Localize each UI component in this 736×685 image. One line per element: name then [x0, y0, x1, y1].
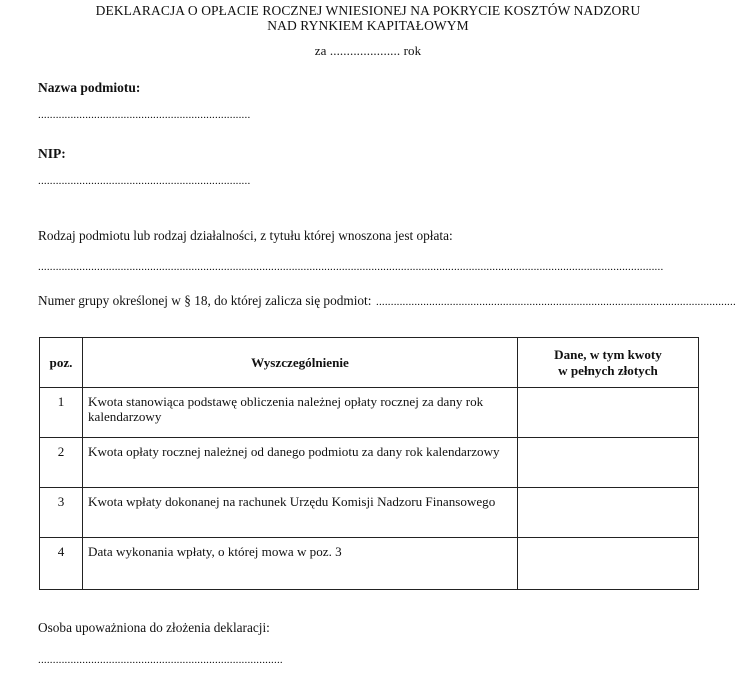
row-description: Kwota stanowiąca podstawę obliczenia należnej opłaty rocznej za dany rok kalendarzowy: [83, 388, 518, 438]
row-value-cell[interactable]: [518, 388, 699, 438]
group-number-field[interactable]: ..........................................................................................................................: [376, 296, 736, 308]
document-title-line2: NAD RYNKIEM KAPITAŁOWYM: [267, 18, 469, 33]
row-number: 2: [40, 438, 83, 488]
nip-field[interactable]: ........................................................................: [38, 175, 251, 187]
authorized-person-field[interactable]: ...................................................................................: [38, 654, 283, 666]
row-number: 4: [40, 538, 83, 590]
table-row: [40, 438, 699, 488]
table-row: [40, 488, 699, 538]
declaration-table: [39, 337, 699, 590]
activity-type-field[interactable]: ....................................................................................................................................................................................................................: [38, 261, 664, 273]
row-description: Kwota wpłaty dokonanej na rachunek Urzędu Komisji Nadzoru Finansowego: [83, 488, 518, 538]
row-value-cell[interactable]: [518, 438, 699, 488]
document-title-line1: DEKLARACJA O OPŁACIE ROCZNEJ WNIESIONEJ NA POKRYCIE KOSZTÓW NADZORU: [95, 3, 641, 18]
column-header-description: Wyszczególnienie: [83, 338, 518, 388]
row-number: 1: [40, 388, 83, 438]
entity-name-field[interactable]: ........................................................................: [38, 109, 251, 121]
nip-label: NIP:: [38, 146, 66, 161]
row-value-cell[interactable]: [518, 488, 699, 538]
row-value-cell[interactable]: [518, 538, 699, 590]
entity-name-label: Nazwa podmiotu:: [38, 80, 141, 95]
row-description: Kwota opłaty rocznej należnej od danego podmiotu za dany rok kalendarzowy: [83, 438, 518, 488]
column-header-value: Dane, w tym kwoty w pełnych złotych: [518, 338, 699, 388]
authorized-person-label: Osoba upoważniona do złożenia deklaracji:: [38, 620, 270, 635]
table-header-row: [40, 338, 699, 388]
group-number-label: Numer grupy określonej w § 18, do której zalicza się podmiot:: [38, 293, 372, 308]
table-row: [40, 388, 699, 438]
row-description: Data wykonania wpłaty, o której mowa w poz. 3: [83, 538, 518, 590]
period-line: za ..................... rok: [314, 43, 422, 58]
column-header-poz: poz.: [40, 338, 83, 388]
row-number: 3: [40, 488, 83, 538]
table-row: [40, 538, 699, 590]
activity-type-label: Rodzaj podmiotu lub rodzaj działalności, z tytułu której wnoszona jest opłata:: [38, 228, 453, 243]
